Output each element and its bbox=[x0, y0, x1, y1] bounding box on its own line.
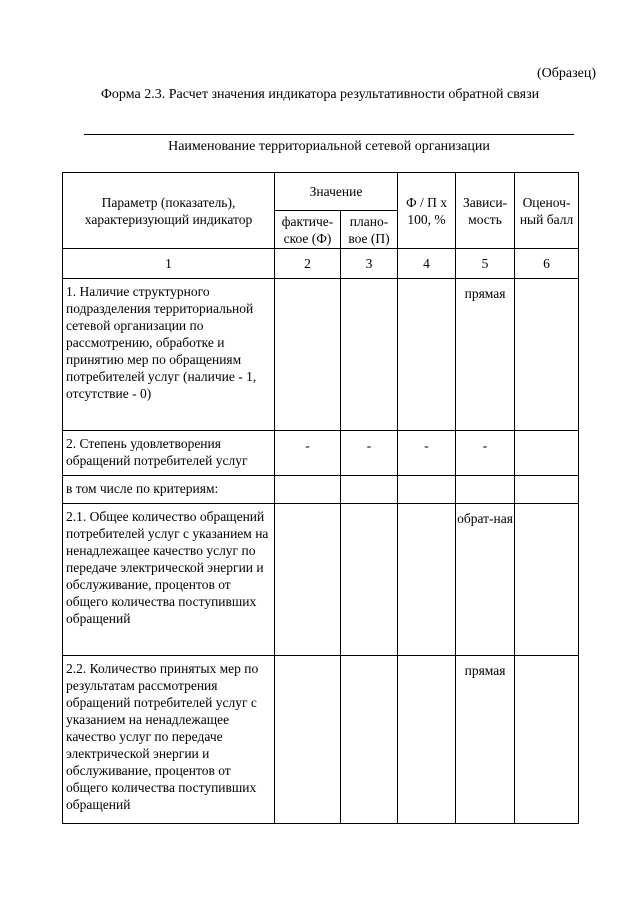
row-ratio bbox=[398, 656, 456, 824]
table-row bbox=[63, 656, 579, 824]
form-title: Форма 2.3. Расчет значения индикатора результативности обратной связи bbox=[100, 87, 540, 102]
table-row bbox=[63, 431, 579, 476]
row-planned bbox=[341, 279, 398, 431]
row-dependency: прямая bbox=[456, 279, 515, 431]
table-row bbox=[63, 476, 579, 504]
header-score: Оценоч-ный балл bbox=[515, 173, 579, 249]
row-param: 1. Наличие структурного подразделения территориальной сетевой организации по рассмотрению, обработке и принятию мер по обращениям потребителей услуг (наличие - 1, отсутствие - 0) bbox=[63, 279, 275, 431]
header-value: Значение bbox=[275, 173, 398, 211]
header-dependency: Зависи-мость bbox=[456, 173, 515, 249]
table-row bbox=[63, 504, 579, 656]
row-param: 2.1. Общее количество обращений потребителей услуг с указанием на ненадлежащее качество услуг по передаче электрической энергии и обслуживание, процентов от общего количества поступивших обращений bbox=[63, 504, 275, 656]
row-dependency: обрат-ная bbox=[456, 504, 515, 656]
row-dependency: прямая bbox=[456, 656, 515, 824]
row-score bbox=[515, 279, 579, 431]
sample-label: (Образец) bbox=[536, 66, 596, 81]
row-dependency: - bbox=[456, 431, 515, 476]
header-actual: фактиче-ское (Ф) bbox=[275, 211, 341, 249]
row-planned: - bbox=[341, 431, 398, 476]
header-ratio: Ф / П х 100, % bbox=[398, 173, 456, 249]
column-number: 6 bbox=[515, 249, 579, 279]
column-number: 5 bbox=[456, 249, 515, 279]
column-number: 3 bbox=[341, 249, 398, 279]
row-param: в том числе по критериям: bbox=[63, 476, 275, 504]
row-planned bbox=[341, 476, 398, 504]
org-name-label: Наименование территориальной сетевой организации bbox=[168, 139, 490, 154]
row-ratio bbox=[398, 279, 456, 431]
row-score bbox=[515, 476, 579, 504]
indicator-table bbox=[62, 172, 579, 824]
row-param: 2.2. Количество принятых мер по результатам рассмотрения обращений потребителей услуг с указанием на ненадлежащее качество услуг по передаче электрической энергии и обслуживание, процентов от общего количества поступивших обращений bbox=[63, 656, 275, 824]
row-planned bbox=[341, 504, 398, 656]
header-planned: плано-вое (П) bbox=[341, 211, 398, 249]
row-param: 2. Степень удовлетворения обращений потребителей услуг bbox=[63, 431, 275, 476]
row-actual: - bbox=[275, 431, 341, 476]
row-dependency bbox=[456, 476, 515, 504]
row-actual bbox=[275, 279, 341, 431]
row-actual bbox=[275, 656, 341, 824]
column-number: 1 bbox=[63, 249, 275, 279]
column-number: 2 bbox=[275, 249, 341, 279]
row-planned bbox=[341, 656, 398, 824]
row-ratio bbox=[398, 504, 456, 656]
row-score bbox=[515, 656, 579, 824]
row-actual bbox=[275, 504, 341, 656]
row-score bbox=[515, 504, 579, 656]
row-ratio bbox=[398, 476, 456, 504]
column-number: 4 bbox=[398, 249, 456, 279]
row-score bbox=[515, 431, 579, 476]
column-number-row bbox=[63, 249, 579, 279]
row-ratio: - bbox=[398, 431, 456, 476]
row-actual bbox=[275, 476, 341, 504]
header-row bbox=[63, 173, 579, 211]
org-name-line bbox=[84, 134, 574, 135]
table-row bbox=[63, 279, 579, 431]
header-param: Параметр (показатель), характеризующий индикатор bbox=[63, 173, 275, 249]
